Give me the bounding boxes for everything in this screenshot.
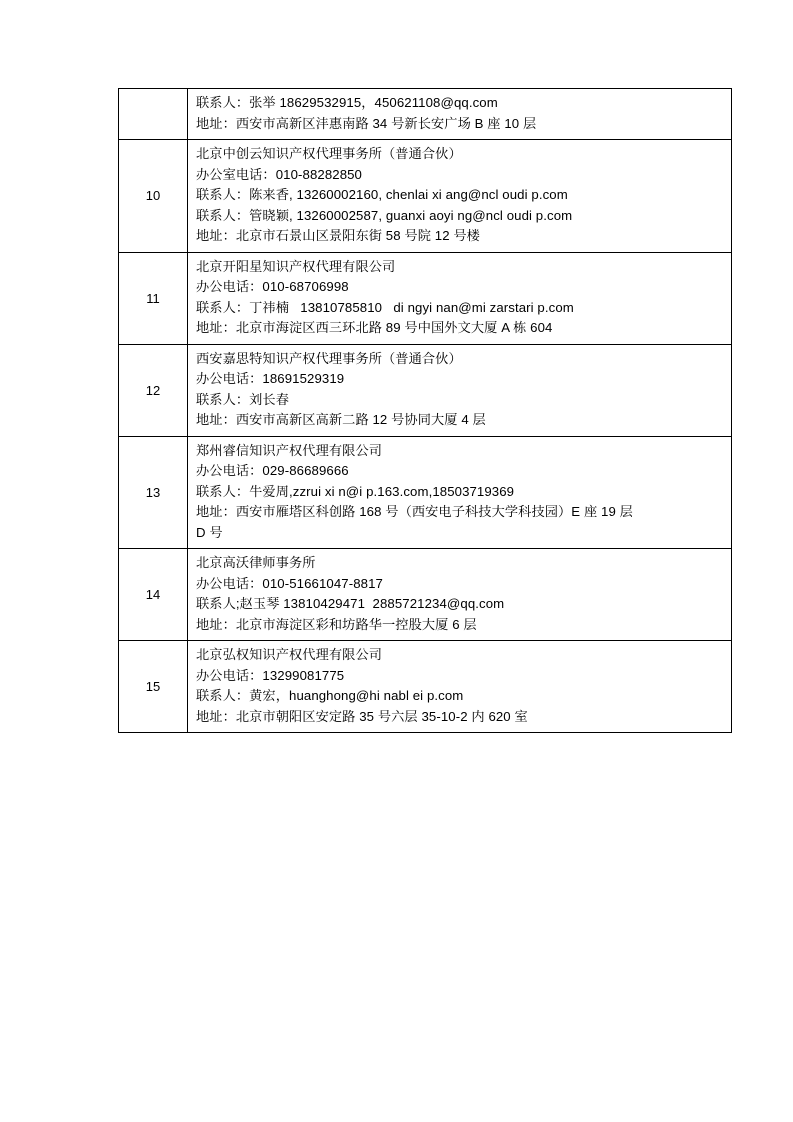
row-content-cell xyxy=(188,89,732,140)
table-row xyxy=(119,140,732,253)
text-line: 办公电话：13299081775 xyxy=(196,667,345,683)
text-line: 地址：北京市石景山区景阳东街 58 号院 12 号楼 xyxy=(196,228,480,243)
text-line: D 号 xyxy=(196,524,223,540)
text-line: 地址：北京市海淀区西三环北路 89 号中国外文大厦 A 栋 604 xyxy=(196,320,553,335)
table-row xyxy=(119,252,732,344)
text-line: 联系人：张举 18629532915，450621108@qq.com xyxy=(196,95,498,110)
text-line: 联系人：牛爱周,zzrui xi n@i p.163.com,18503719369 xyxy=(196,483,515,499)
row-content-cell xyxy=(188,549,732,641)
text-line: 北京高沃律师事务所 xyxy=(196,555,316,570)
text-line: 地址：北京市朝阳区安定路 35 号六层 35-10-2 内 620 室 xyxy=(196,708,528,724)
text-line: 联系人;赵玉琴 13810429471 2885721234@qq.com xyxy=(196,596,505,611)
table-row xyxy=(119,549,732,641)
row-content-cell xyxy=(188,140,732,253)
text-line: 联系人：丁祎楠 13810785810 di ngyi nan@mi zarstari p.com xyxy=(196,299,574,315)
text-line: 办公电话：010-68706998 xyxy=(196,279,349,294)
table-body xyxy=(119,89,732,733)
table-row xyxy=(119,344,732,436)
text-line: 北京中创云知识产权代理事务所（普通合伙） xyxy=(196,146,462,161)
table-row xyxy=(119,436,732,549)
text-line: 联系人：管晓颖, 13260002587, guanxi aoyi ng@ncl oudi p.com xyxy=(196,207,573,223)
text-line: 办公电话：18691529319 xyxy=(196,371,345,386)
row-index-cell xyxy=(119,89,188,140)
text-line: 联系人：刘长春 xyxy=(196,391,290,407)
row-index-cell: 12 xyxy=(119,344,188,436)
text-line: 地址：西安市高新区高新二路 12 号协同大厦 4 层 xyxy=(196,412,486,427)
text-line: 地址：西安市雁塔区科创路 168 号（西安电子科技大学科技园）E 座 19 层 xyxy=(196,504,633,519)
row-index-cell: 10 xyxy=(119,140,188,253)
text-line: 办公室电话：010-88282850 xyxy=(196,166,362,182)
row-content-cell xyxy=(188,252,732,344)
row-content-cell xyxy=(188,436,732,549)
text-line: 西安嘉思特知识产权代理事务所（普通合伙） xyxy=(196,350,462,366)
text-line: 联系人：黄宏，huanghong@hi nabl ei p.com xyxy=(196,688,464,703)
row-index-cell: 13 xyxy=(119,436,188,549)
text-line: 地址：北京市海淀区彩和坊路华一控股大厦 6 层 xyxy=(196,616,477,632)
table-row xyxy=(119,89,732,140)
row-index-cell: 11 xyxy=(119,252,188,344)
row-index-cell: 14 xyxy=(119,549,188,641)
text-line: 北京开阳星知识产权代理有限公司 xyxy=(196,258,396,274)
text-line: 北京弘权知识产权代理有限公司 xyxy=(196,647,383,662)
row-index-cell: 15 xyxy=(119,641,188,733)
text-line: 地址：西安市高新区沣惠南路 34 号新长安广场 B 座 10 层 xyxy=(196,115,537,131)
text-line: 郑州睿信知识产权代理有限公司 xyxy=(196,442,383,458)
text-line: 办公电话：029-86689666 xyxy=(196,463,349,478)
text-line: 办公电话：010-51661047-8817 xyxy=(196,575,383,591)
row-content-cell xyxy=(188,344,732,436)
agency-contact-table xyxy=(118,88,732,733)
text-line: 联系人：陈来香, 13260002160, chenlai xi ang@ncl oudi p.com xyxy=(196,187,568,202)
row-content-cell xyxy=(188,641,732,733)
table-row xyxy=(119,641,732,733)
